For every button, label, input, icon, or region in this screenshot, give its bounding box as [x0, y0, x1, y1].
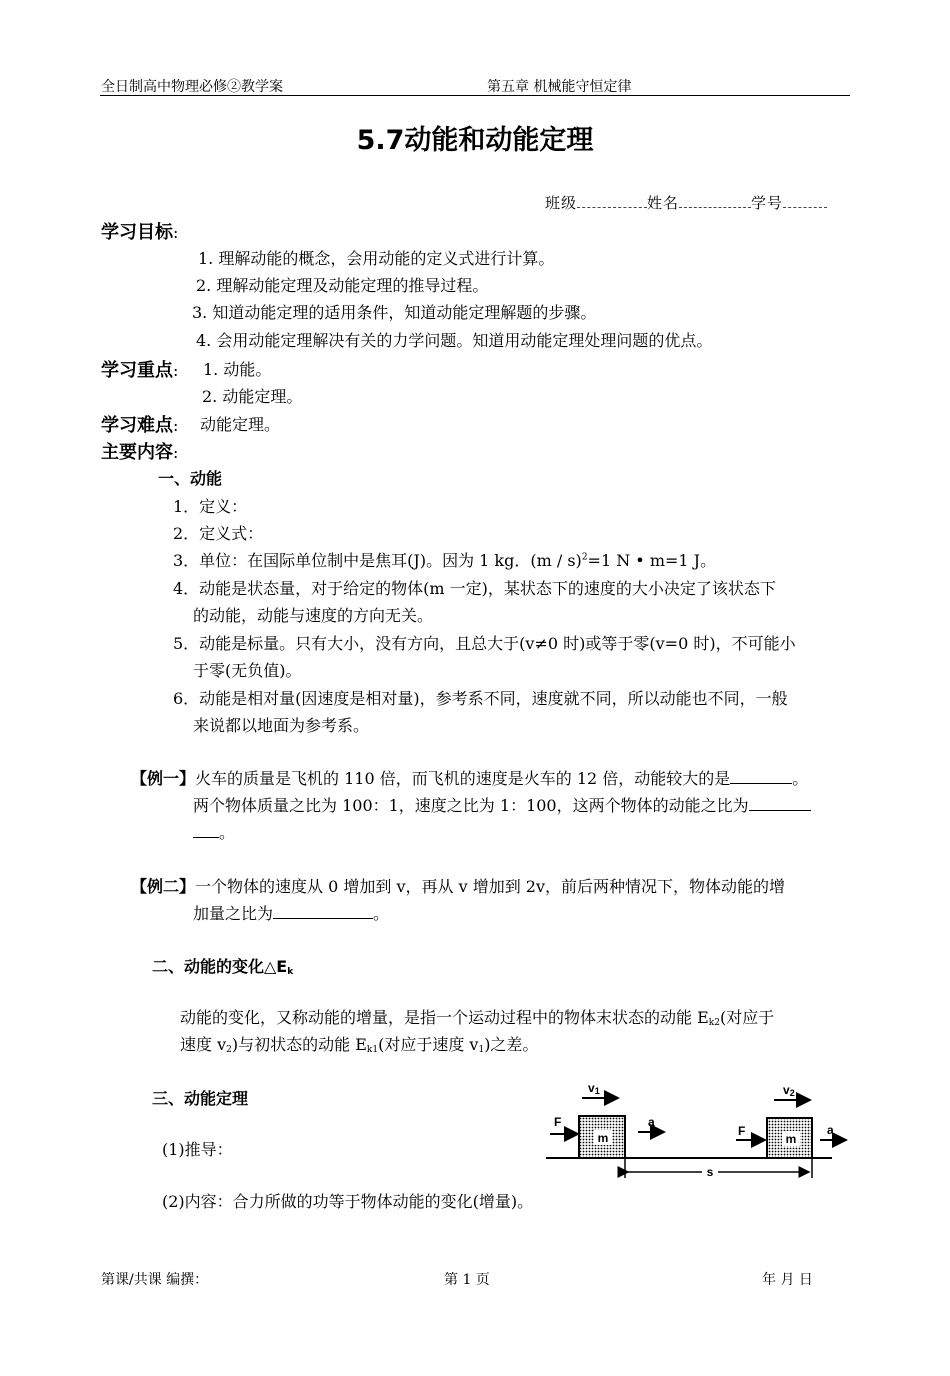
- example2-blank: [273, 904, 373, 919]
- part2-line2: 速度 $v_2$)与初状态的动能 $E_{k1}$(对应于速度 $v_1$)之差。: [180, 1035, 539, 1055]
- part1-item: 2．定义式：: [173, 524, 264, 543]
- id-blank: [783, 195, 827, 208]
- footer-page-number: 第 1 页: [444, 1272, 490, 1288]
- part1-item: 5．动能是标量。只有大小，没有方向，且总大于(v≠0 时)或等于零(v=0 时)，不可能小: [173, 634, 796, 653]
- block-2-mass-label: m: [785, 1132, 797, 1146]
- force-1-label: F: [554, 1115, 562, 1129]
- example1-blank2-cont: [193, 823, 219, 838]
- part1-item: 6．动能是相对量(因速度是相对量)，参考系不同，速度就不同，所以动能也不同，一般: [173, 689, 788, 708]
- part1-item: 3．单位：在国际单位制中是焦耳(J)。因为 1 kg．(m / s)$^2$=1 N • m=1 J。: [173, 551, 717, 570]
- footer-left: 第课/共课 编撰：: [101, 1272, 209, 1288]
- goal-item: 3. 知道动能定理的适用条件，知道动能定理解题的步骤。: [192, 303, 597, 322]
- difficulty-heading: 学习难点:: [101, 415, 179, 436]
- part3-item2: (2)内容：合力所做的功等于物体动能的变化(增量)。: [162, 1192, 534, 1211]
- accel-2-label: a: [827, 1123, 834, 1137]
- student-info-fields: [545, 192, 827, 213]
- part3-item1: (1)推导：: [162, 1140, 233, 1159]
- displacement-label: s: [706, 1165, 714, 1179]
- example2-line1: 【例二】一个物体的速度从 0 增加到 v，再从 v 增加到 2v，前后两种情况下，物体动能的增: [131, 877, 786, 896]
- key-point-item: 2. 动能定理。: [202, 387, 303, 406]
- example1-blank2: [749, 796, 811, 811]
- footer-date: 年 月 日: [762, 1272, 813, 1288]
- accel-1-label: a: [648, 1115, 655, 1129]
- kinetic-energy-diagram: [540, 1078, 860, 1186]
- block-1-mass-label: m: [597, 1131, 609, 1145]
- id-label: 学号: [751, 194, 784, 212]
- example1-line1: 【例一】火车的质量是飞机的 110 倍，而飞机的速度是火车的 12 倍，动能较大的是 。: [131, 769, 809, 788]
- header-right: 第五章 机械能守恒定律: [487, 79, 632, 95]
- class-label: 班级: [545, 194, 578, 212]
- part1-item: 4．动能是状态量，对于给定的物体(m 一定)，某状态下的速度的大小决定了该状态下: [173, 579, 776, 598]
- example1-line3: 。: [193, 820, 235, 843]
- difficulty-text: 动能定理。: [200, 415, 281, 434]
- part1-item-cont: 的动能，动能与速度的方向无关。: [193, 606, 434, 625]
- name-blank: [679, 195, 751, 208]
- part1-heading: 一、动能: [158, 469, 223, 488]
- goal-item: 4. 会用动能定理解决有关的力学问题。知道用动能定理处理问题的优点。: [196, 331, 713, 350]
- main-content-heading: 主要内容:: [101, 442, 179, 463]
- key-point-item: 1. 动能。: [203, 360, 272, 379]
- v2-label: v2: [783, 1083, 795, 1098]
- key-points-heading: 学习重点:: [101, 360, 179, 381]
- part1-item-cont: 于零(无负值)。: [193, 661, 302, 680]
- force-2-label: F: [738, 1124, 746, 1138]
- example1-blank1: [730, 769, 792, 784]
- v1-label: v1: [588, 1081, 600, 1096]
- example1-label: 【例一】: [131, 769, 196, 788]
- header-rule: [100, 95, 850, 96]
- class-blank: [577, 195, 647, 208]
- example1-line2: 两个物体质量之比为 100：1，速度之比为 1：100，这两个物体的动能之比为: [193, 793, 811, 816]
- goal-item: 2. 理解动能定理及动能定理的推导过程。: [196, 276, 489, 295]
- part2-line1: 动能的变化，又称动能的增量，是指一个运动过程中的物体末状态的动能 $E_{k2}$(对应于: [180, 1008, 775, 1028]
- part1-item: 1．定义：: [173, 497, 248, 516]
- name-label: 姓名: [647, 194, 680, 212]
- part2-heading: 二、动能的变化$\triangle E_k$: [152, 957, 294, 977]
- part1-item-cont: 来说都以地面为参考系。: [193, 716, 370, 735]
- header-left: 全日制高中物理必修②教学案: [101, 79, 283, 95]
- goal-item: 1. 理解动能的概念，会用动能的定义式进行计算。: [198, 249, 555, 268]
- example2-label: 【例二】: [131, 877, 196, 896]
- part3-heading: 三、动能定理: [152, 1089, 249, 1108]
- page-title: 5.7动能和动能定理: [356, 125, 594, 156]
- example2-line2: 加量之比为 。: [193, 904, 390, 923]
- goals-heading: 学习目标:: [101, 222, 179, 243]
